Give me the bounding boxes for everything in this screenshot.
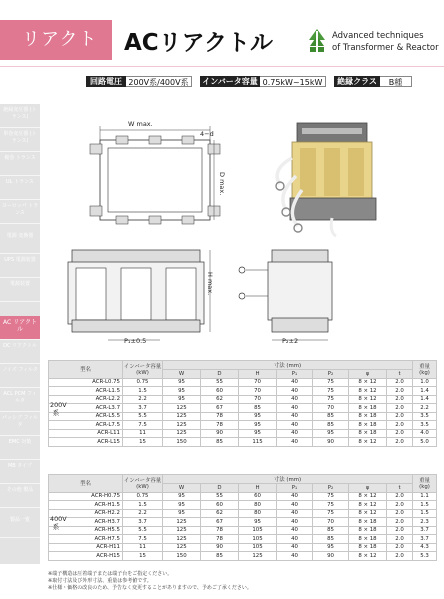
value-cell: 3.5	[413, 412, 437, 421]
value-cell: 2.0	[387, 552, 413, 561]
value-cell: 3.5	[413, 421, 437, 430]
value-cell: 40	[277, 518, 313, 527]
value-cell: 125	[163, 526, 201, 535]
value-cell: 60	[201, 501, 239, 510]
value-cell: 90	[201, 429, 239, 438]
page-title: ACリアクトル	[124, 30, 273, 56]
col-d: D	[201, 370, 239, 379]
table-row	[49, 492, 437, 501]
value-cell: 95	[239, 429, 277, 438]
table-row	[49, 526, 437, 535]
model-cell: ACR-H15	[49, 552, 123, 561]
col-phi: φ	[349, 484, 387, 493]
value-cell: 0.75	[123, 378, 163, 387]
value-cell: 3.7	[123, 518, 163, 527]
value-cell: 2.0	[387, 421, 413, 430]
value-cell: 2.3	[413, 518, 437, 527]
col-p1: P₁	[277, 370, 313, 379]
table-row	[49, 518, 437, 527]
sidebar-item-emc[interactable]: EMC 対策	[0, 436, 40, 460]
value-cell: 60	[201, 387, 239, 396]
value-cell: 125	[163, 535, 201, 544]
value-cell: 1.5	[413, 509, 437, 518]
col-p1: P₁	[277, 484, 313, 493]
dim-p2-label: P₂±2	[282, 337, 299, 345]
sidebar-item-other[interactable]: その他 製品	[0, 484, 40, 508]
value-cell: 67	[201, 518, 239, 527]
value-cell: 75	[313, 492, 349, 501]
category-sidebar	[0, 104, 40, 564]
value-cell: 8 × 12	[349, 501, 387, 510]
value-cell: 5.0	[413, 438, 437, 447]
sidebar-item-noise-filter[interactable]: ノイズ フィルタ	[0, 364, 40, 388]
value-cell: 85	[313, 526, 349, 535]
value-cell: 2.0	[387, 412, 413, 421]
value-cell: 1.1	[413, 492, 437, 501]
value-cell: 85	[201, 552, 239, 561]
value-cell: 3.7	[413, 526, 437, 535]
value-cell: 40	[277, 438, 313, 447]
value-cell: 40	[277, 552, 313, 561]
model-cell: ACR-H3.7	[49, 518, 123, 527]
table-row	[49, 429, 437, 438]
value-cell: 85	[201, 438, 239, 447]
value-cell: 8 × 12	[349, 438, 387, 447]
sidebar-item-ac-reactor[interactable]: AC リアクトル	[0, 316, 40, 340]
dim-hole-label: 4−d	[200, 130, 214, 138]
value-cell: 11	[123, 543, 163, 552]
model-cell: ACR-H7.5	[49, 535, 123, 544]
value-cell: 7.5	[123, 535, 163, 544]
value-cell: 90	[313, 438, 349, 447]
spec-value-insulation: B種	[380, 76, 412, 87]
value-cell: 90	[313, 552, 349, 561]
dim-w-label: W max.	[128, 120, 153, 128]
col-dimensions: 寸法 (mm)	[163, 475, 413, 484]
footnote: ※端子構造は圧着端子または端子台をご指定ください。	[48, 571, 173, 577]
value-cell: 2.0	[387, 378, 413, 387]
value-cell: 75	[313, 395, 349, 404]
value-cell: 40	[277, 404, 313, 413]
value-cell: 1.4	[413, 387, 437, 396]
value-cell: 8 × 12	[349, 395, 387, 404]
value-cell: 8 × 18	[349, 543, 387, 552]
value-cell: 2.0	[387, 492, 413, 501]
col-w: W	[163, 484, 201, 493]
value-cell: 85	[313, 421, 349, 430]
value-cell: 75	[313, 501, 349, 510]
dim-d-label: D max.	[218, 172, 226, 196]
col-h: H	[239, 484, 277, 493]
col-p2: P₂	[313, 484, 349, 493]
model-cell: ACR-H11	[49, 543, 123, 552]
value-cell: 40	[277, 421, 313, 430]
value-cell: 40	[277, 429, 313, 438]
col-h: H	[239, 370, 277, 379]
model-cell: ACR-H5.5	[49, 526, 123, 535]
group-label-200v: 200V系	[50, 401, 67, 417]
value-cell: 62	[201, 509, 239, 518]
tagline-line2: of Transformer & Reactor	[332, 43, 439, 53]
col-d: D	[201, 484, 239, 493]
value-cell: 70	[239, 395, 277, 404]
value-cell: 8 × 12	[349, 509, 387, 518]
spec-key-insulation: 絶縁クラス	[334, 76, 380, 87]
table-row	[49, 509, 437, 518]
value-cell: 5.3	[413, 552, 437, 561]
value-cell: 40	[277, 395, 313, 404]
value-cell: 78	[201, 535, 239, 544]
model-cell: ACR-H2.2	[49, 509, 123, 518]
value-cell: 4.0	[413, 429, 437, 438]
model-cell: ACR-L2.2	[49, 395, 123, 404]
tagline-line1: Advanced techniques	[332, 31, 424, 41]
col-inverter: インバータ容量 (kW)	[123, 361, 163, 379]
footnotes	[48, 571, 252, 592]
value-cell: 40	[277, 378, 313, 387]
col-weight: 重量 (kg)	[413, 475, 437, 493]
value-cell: 8 × 18	[349, 412, 387, 421]
spec-value-inverter: 0.75kW~15kW	[260, 76, 326, 87]
value-cell: 40	[277, 543, 313, 552]
value-cell: 62	[201, 395, 239, 404]
value-cell: 95	[163, 509, 201, 518]
value-cell: 15	[123, 552, 163, 561]
product-photo	[272, 118, 382, 238]
sidebar-item-dc-reactor[interactable]: DC リアクトル	[0, 340, 40, 364]
value-cell: 150	[163, 552, 201, 561]
value-cell: 105	[239, 543, 277, 552]
footnote: ※仕様・価格の改良のため、予告なく変更することがありますので、予めご了承ください。	[48, 585, 252, 591]
sidebar-item-double-winding[interactable]: 複巻 トランス	[0, 152, 40, 176]
value-cell: 2.0	[387, 438, 413, 447]
value-cell: 95	[163, 501, 201, 510]
table-row	[49, 552, 437, 561]
spec-key-inverter: インバータ容量	[200, 76, 260, 87]
value-cell: 1.4	[413, 395, 437, 404]
value-cell: 8 × 12	[349, 387, 387, 396]
category-banner: リアクトル	[0, 20, 112, 60]
value-cell: 2.0	[387, 404, 413, 413]
col-model: 型名	[49, 361, 123, 379]
table-row	[49, 404, 437, 413]
model-cell: ACR-L0.75	[49, 378, 123, 387]
value-cell: 2.2	[123, 395, 163, 404]
col-inverter: インバータ容量 (kW)	[123, 475, 163, 493]
value-cell: 7.5	[123, 421, 163, 430]
value-cell: 5.5	[123, 526, 163, 535]
col-model: 型名	[49, 475, 123, 493]
value-cell: 85	[313, 412, 349, 421]
value-cell: 8 × 18	[349, 518, 387, 527]
value-cell: 90	[201, 543, 239, 552]
value-cell: 40	[277, 509, 313, 518]
value-cell: 1.5	[123, 387, 163, 396]
value-cell: 2.0	[387, 387, 413, 396]
model-cell: ACR-L7.5	[49, 421, 123, 430]
table-row	[49, 387, 437, 396]
value-cell: 70	[239, 378, 277, 387]
value-cell: 2.0	[387, 526, 413, 535]
table-row	[49, 421, 437, 430]
spec-table-400v	[48, 474, 437, 561]
value-cell: 40	[277, 412, 313, 421]
value-cell: 78	[201, 526, 239, 535]
spec-table-200v	[48, 360, 437, 447]
value-cell: 105	[239, 535, 277, 544]
value-cell: 4.3	[413, 543, 437, 552]
value-cell: 8 × 12	[349, 492, 387, 501]
model-cell: ACR-L3.7	[49, 404, 123, 413]
value-cell: 95	[239, 518, 277, 527]
value-cell: 95	[163, 387, 201, 396]
value-cell: 70	[313, 404, 349, 413]
company-logo-icon	[308, 28, 326, 54]
value-cell: 95	[163, 378, 201, 387]
sidebar-item-product-list[interactable]: 製品一覧	[0, 514, 40, 538]
value-cell: 2.0	[387, 429, 413, 438]
value-cell: 8 × 12	[349, 378, 387, 387]
model-cell: ACR-L5.5	[49, 412, 123, 421]
sidebar-item-ul-transformer[interactable]: UL トランス	[0, 176, 40, 200]
dim-h-label: H max.	[206, 272, 214, 296]
model-cell: ACR-H1.5	[49, 501, 123, 510]
value-cell: 40	[277, 535, 313, 544]
value-cell: 40	[277, 492, 313, 501]
col-dimensions: 寸法 (mm)	[163, 361, 413, 370]
value-cell: 60	[239, 492, 277, 501]
sidebar-item-europe-transformer[interactable]: ヨーロッパ トランス	[0, 200, 40, 224]
sidebar-item-isolation-transformer[interactable]: 絶縁変圧器 (トランス)	[0, 104, 40, 128]
value-cell: 5.5	[123, 412, 163, 421]
col-t: t	[387, 370, 413, 379]
footnote: ※取付寸法及び外形寸法、重量は参考値です。	[48, 578, 152, 584]
spec-value-voltage: 200V系/400V系	[126, 76, 192, 87]
group-label-400v: 400V系	[50, 515, 67, 531]
value-cell: 3.7	[123, 404, 163, 413]
value-cell: 40	[277, 501, 313, 510]
value-cell: 95	[239, 412, 277, 421]
value-cell: 125	[163, 404, 201, 413]
value-cell: 80	[239, 501, 277, 510]
table-row	[49, 412, 437, 421]
value-cell: 125	[163, 543, 201, 552]
table-row	[49, 501, 437, 510]
value-cell: 75	[313, 387, 349, 396]
value-cell: 8 × 18	[349, 535, 387, 544]
value-cell: 105	[239, 526, 277, 535]
value-cell: 2.2	[123, 509, 163, 518]
value-cell: 85	[239, 404, 277, 413]
value-cell: 70	[239, 387, 277, 396]
value-cell: 8 × 12	[349, 552, 387, 561]
sidebar-item-auto-transformer[interactable]: 単巻変圧器 (トランス)	[0, 128, 40, 152]
sidebar-item-ups[interactable]: UPS 電源装置	[0, 254, 40, 278]
sidebar-item-power-converter[interactable]: 電源 変換器	[0, 230, 40, 254]
value-cell: 40	[277, 526, 313, 535]
value-cell: 95	[239, 421, 277, 430]
value-cell: 8 × 18	[349, 526, 387, 535]
header-divider	[0, 66, 444, 67]
value-cell: 15	[123, 438, 163, 447]
sidebar-item-passive-filter[interactable]: パッシブ フィルタ	[0, 412, 40, 436]
value-cell: 67	[201, 404, 239, 413]
value-cell: 95	[313, 429, 349, 438]
value-cell: 2.2	[413, 404, 437, 413]
value-cell: 2.0	[387, 395, 413, 404]
col-w: W	[163, 370, 201, 379]
col-weight: 重量 (kg)	[413, 361, 437, 379]
table-row	[49, 543, 437, 552]
value-cell: 95	[163, 492, 201, 501]
value-cell: 8 × 18	[349, 404, 387, 413]
value-cell: 115	[239, 438, 277, 447]
table-row	[49, 395, 437, 404]
sidebar-item-mb-type[interactable]: MB タイプ	[0, 460, 40, 484]
sidebar-item-acl-pcm-filter[interactable]: ACL PCM フィルタ	[0, 388, 40, 412]
value-cell: 8 × 18	[349, 429, 387, 438]
value-cell: 2.0	[387, 543, 413, 552]
value-cell: 70	[313, 518, 349, 527]
value-cell: 1.5	[413, 501, 437, 510]
value-cell: 150	[163, 438, 201, 447]
model-cell: ACR-L15	[49, 438, 123, 447]
value-cell: 78	[201, 412, 239, 421]
value-cell: 75	[313, 509, 349, 518]
value-cell: 75	[313, 378, 349, 387]
value-cell: 55	[201, 492, 239, 501]
model-cell: ACR-H0.75	[49, 492, 123, 501]
value-cell: 1.5	[123, 501, 163, 510]
value-cell: 11	[123, 429, 163, 438]
table-row	[49, 378, 437, 387]
value-cell: 2.0	[387, 509, 413, 518]
value-cell: 125	[163, 518, 201, 527]
value-cell: 125	[163, 412, 201, 421]
value-cell: 1.0	[413, 378, 437, 387]
model-cell: ACR-L1.5	[49, 387, 123, 396]
value-cell: 2.0	[387, 518, 413, 527]
value-cell: 85	[313, 535, 349, 544]
table-row	[49, 535, 437, 544]
dim-p1-label: P₁±0.5	[124, 337, 147, 345]
value-cell: 125	[163, 429, 201, 438]
value-cell: 2.0	[387, 535, 413, 544]
col-phi: φ	[349, 370, 387, 379]
value-cell: 95	[313, 543, 349, 552]
value-cell: 125	[163, 421, 201, 430]
col-t: t	[387, 484, 413, 493]
col-p2: P₂	[313, 370, 349, 379]
value-cell: 80	[239, 509, 277, 518]
model-cell: ACR-L11	[49, 429, 123, 438]
table-row	[49, 438, 437, 447]
value-cell: 2.0	[387, 501, 413, 510]
value-cell: 3.7	[413, 535, 437, 544]
value-cell: 95	[163, 395, 201, 404]
value-cell: 0.75	[123, 492, 163, 501]
value-cell: 8 × 18	[349, 421, 387, 430]
spec-key-voltage: 回路電圧	[86, 76, 126, 87]
value-cell: 55	[201, 378, 239, 387]
value-cell: 125	[239, 552, 277, 561]
value-cell: 40	[277, 387, 313, 396]
sidebar-item-power-supply[interactable]: 電源装置	[0, 278, 40, 302]
value-cell: 78	[201, 421, 239, 430]
